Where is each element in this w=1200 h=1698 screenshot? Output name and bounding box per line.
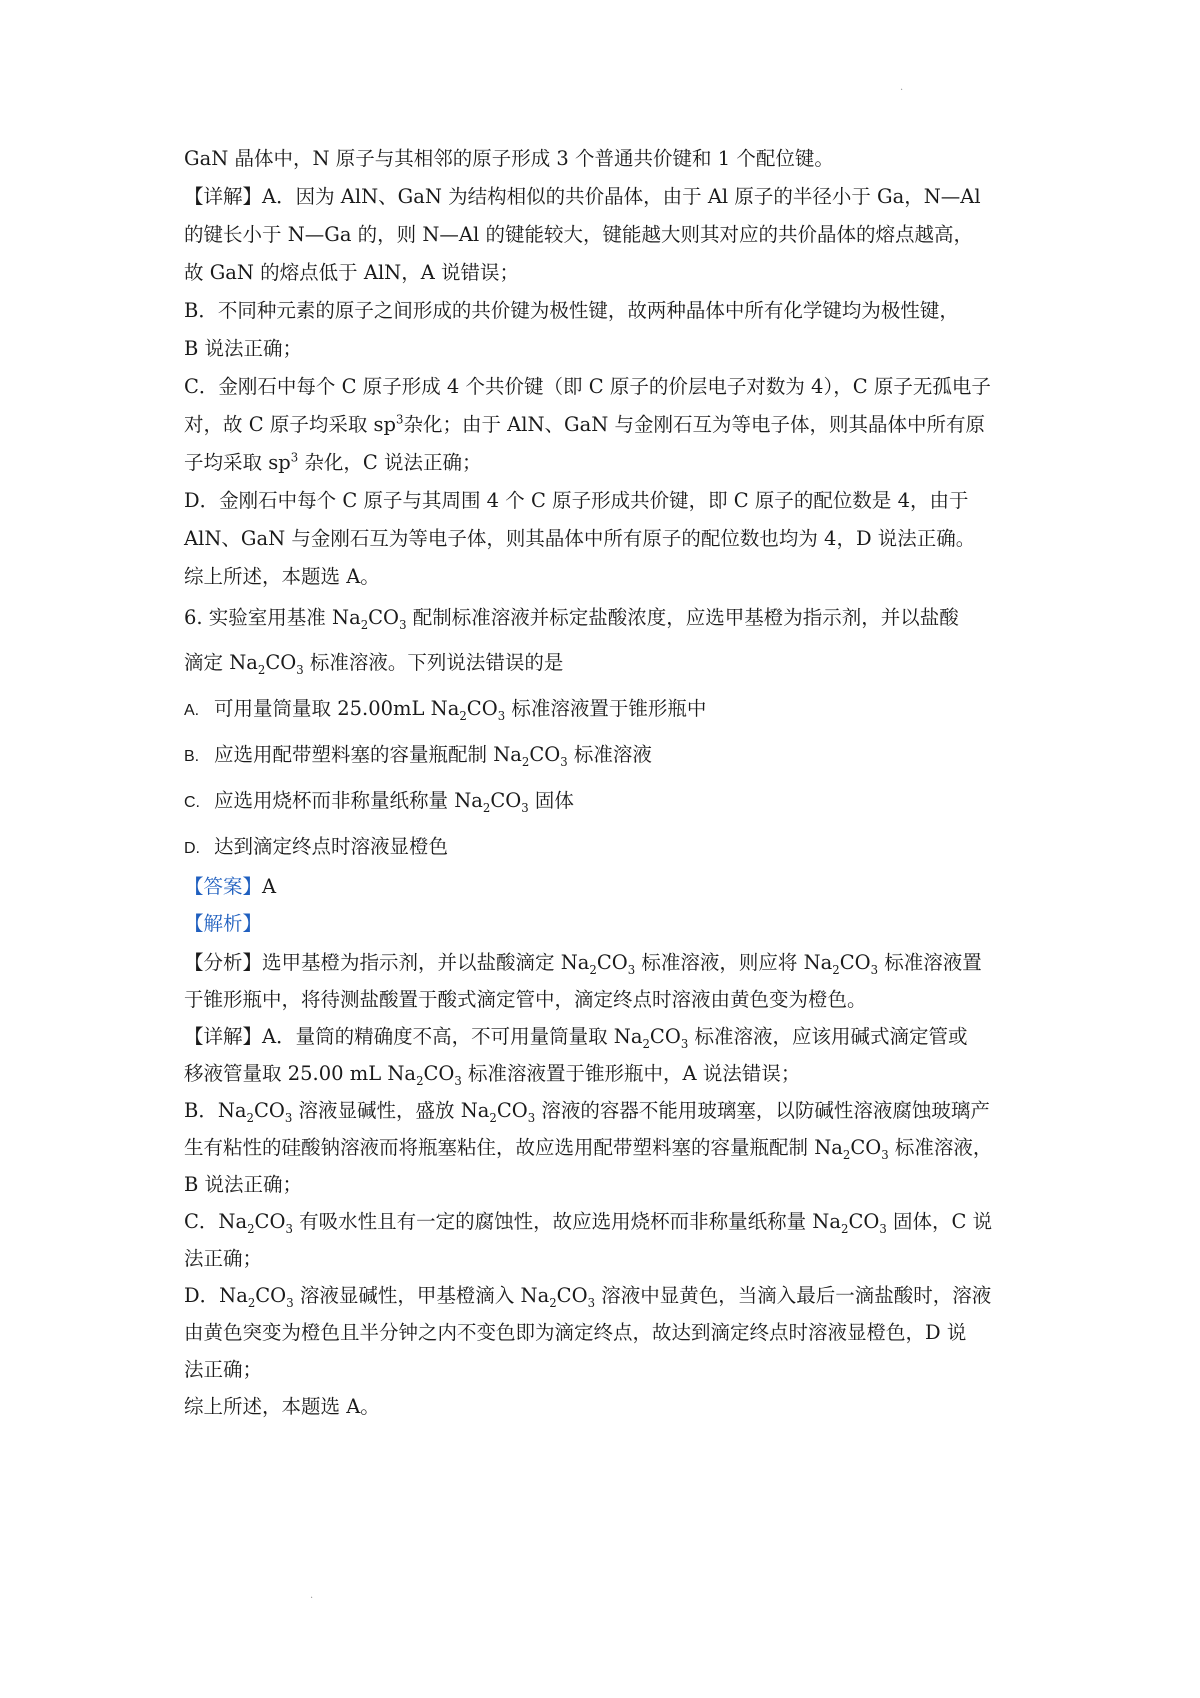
analysis-line: 由黄色突变为橙色且半分钟之内不变色即为滴定终点，故达到滴定终点时溶液显橙色，D 说 <box>184 1321 967 1344</box>
text-line: 综上所述，本题选 A。 <box>184 565 380 588</box>
option-d <box>184 824 1034 870</box>
answer-line <box>184 870 1034 904</box>
option-label: D. <box>184 840 200 857</box>
analysis-line: 移液管量取 25.00 mL $Na_2CO_3$ 标准溶液置于锥形瓶中，A 说法错误； <box>184 1062 801 1088</box>
answer-value: A <box>262 875 277 898</box>
analysis-line: 综上所述，本题选 A。 <box>184 1395 380 1418</box>
analysis-line: 生有粘性的硅酸钠溶液而将瓶塞粘住，故应选用配带塑料塞的容量瓶配制 $Na_2CO_3$ 标准溶液， <box>184 1136 993 1162</box>
option-label: C. <box>184 794 200 811</box>
option-text: 应选用配带塑料塞的容量瓶配制 $Na_2CO_3$ 标准溶液 <box>214 743 652 769</box>
explanation-section <box>184 140 1034 596</box>
answer-tag: 【答案】 <box>184 875 263 898</box>
option-a <box>184 686 1034 732</box>
option-b <box>184 732 1034 778</box>
analysis-line: B．$Na_2CO_3$ 溶液显碱性，盛放 $Na_2CO_3$ 溶液的容器不能用玻璃塞，以防碱性溶液腐蚀玻璃产 <box>184 1099 990 1125</box>
page-mark: . <box>900 82 904 93</box>
analysis-line: 【详解】A．量筒的精确度不高，不可用量筒量取 $Na_2CO_3$ 标准溶液，应该用碱式滴定管或 <box>184 1025 968 1051</box>
analysis-line: 法正确； <box>184 1247 263 1270</box>
text-line: B．不同种元素的原子之间形成的共价键为极性键，故两种晶体中所有化学键均为极性键， <box>184 299 959 322</box>
question-6-stem-line2: 滴定 $Na_2CO_3$ 标准溶液。下列说法错误的是 <box>184 651 564 677</box>
question-6-stem-line1: 6. 实验室用基准 $Na_2CO_3$ 配制标准溶液并标定盐酸浓度，应选甲基橙为指示剂，并以盐酸 <box>184 606 959 632</box>
text-line: C．金刚石中每个 C 原子形成 4 个共价键（即 C 原子的价层电子对数为 4），C 原子无孤电子 <box>184 375 991 398</box>
analysis-tag: 【解析】 <box>184 912 263 935</box>
option-text: 应选用烧杯而非称量纸称量 $Na_2CO_3$ 固体 <box>214 789 574 815</box>
analysis-line: 【分析】选甲基橙为指示剂，并以盐酸滴定 $Na_2CO_3$ 标准溶液，则应将 $Na_2CO_3$ 标准溶液置 <box>184 951 982 977</box>
text-line: B 说法正确； <box>184 337 303 360</box>
option-label: B. <box>184 748 200 765</box>
analysis-line: 法正确； <box>184 1358 263 1381</box>
text-line: 子均采取 $sp^3$ 杂化，C 说法正确； <box>184 450 482 474</box>
option-text: 可用量筒量取 25.00mL $Na_2CO_3$ 标准溶液置于锥形瓶中 <box>214 697 707 723</box>
text-line: D．金刚石中每个 C 原子与其周围 4 个 C 原子形成共价键，即 C 原子的配位数是 4，由于 <box>184 489 969 512</box>
analysis-line: C．$Na_2CO_3$ 有吸水性且有一定的腐蚀性，故应选用烧杯而非称量纸称量 $Na_2CO_3$ 固体，C 说 <box>184 1210 993 1236</box>
text-line: AlN、GaN 与金刚石互为等电子体，则其晶体中所有原子的配位数也均为 4，D 说法正确。 <box>184 527 976 550</box>
text-line: 故 GaN 的熔点低于 AlN，A 说错误； <box>184 261 520 284</box>
option-text: 达到滴定终点时溶液显橙色 <box>214 835 449 858</box>
analysis-section <box>184 944 1034 1425</box>
question-options <box>184 686 1034 870</box>
text-line: GaN 晶体中，N 原子与其相邻的原子形成 3 个普通共价键和 1 个配位键。 <box>184 147 834 170</box>
text-line: 【详解】A．因为 AlN、GaN 为结构相似的共价晶体，由于 Al 原子的半径小于 Ga，N—Al <box>184 185 981 208</box>
option-label: A. <box>184 702 200 719</box>
page-mark: . <box>310 1590 314 1601</box>
text-line: 的键长小于 N—Ga 的，则 N—Al 的键能较大，键能越大则其对应的共价晶体的熔点越高， <box>184 223 973 246</box>
analysis-line: D．$Na_2CO_3$ 溶液显碱性，甲基橙滴入 $Na_2CO_3$ 溶液中显黄色，当滴入最后一滴盐酸时，溶液 <box>184 1284 992 1310</box>
text-line: 对，故 C 原子均采取 $sp^3$杂化；由于 AlN、GaN 与金刚石互为等电子体，则其晶体中所有原 <box>184 412 985 436</box>
analysis-line: 于锥形瓶中，将待测盐酸置于酸式滴定管中，滴定终点时溶液由黄色变为橙色。 <box>184 988 867 1011</box>
option-c <box>184 778 1034 824</box>
document-page <box>184 140 1034 1425</box>
analysis-line: B 说法正确； <box>184 1173 303 1196</box>
